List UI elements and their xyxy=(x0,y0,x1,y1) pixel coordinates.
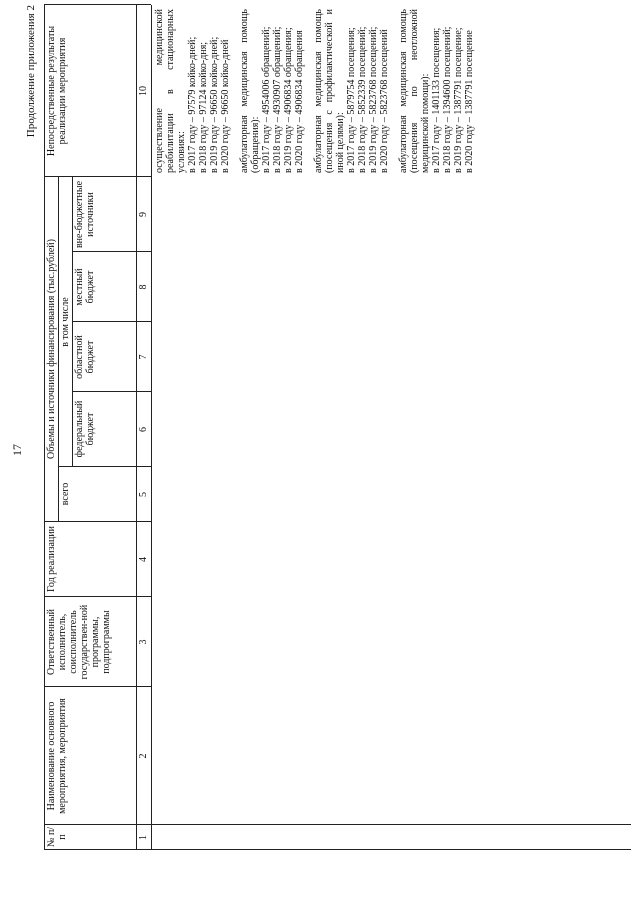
result-line: в 2018 году – 5852339 посещений; xyxy=(357,26,368,173)
result-line: в 2019 году – 1387791 посещение; xyxy=(453,27,464,173)
colnum-9: 9 xyxy=(138,212,149,217)
col-border-0 xyxy=(44,849,151,850)
col-border-4 xyxy=(44,521,151,522)
colnum-6: 6 xyxy=(138,427,149,432)
header-local: местный бюджет xyxy=(74,268,96,306)
col-border-1 xyxy=(44,824,151,825)
header-name: Наименование основного мероприятия, мероприятия xyxy=(46,698,68,814)
colnum-5: 5 xyxy=(138,492,149,497)
table-header-bottom xyxy=(151,5,152,850)
result-line: в 2020 году – 5823768 посещений xyxy=(379,29,390,173)
result-line: в 2018 году – 97124 койко-дня; xyxy=(198,41,209,173)
result-intro: осуществление медицинской реабилитации в стационарных условиях: xyxy=(154,9,187,173)
col-border-10 xyxy=(44,4,151,5)
header-federal: федеральный бюджет xyxy=(74,400,96,458)
colnum-10: 10 xyxy=(138,86,149,96)
colnum-2: 2 xyxy=(138,753,149,759)
result-line: в 2020 году – 4906834 обращения xyxy=(294,30,305,173)
body-border-0 xyxy=(151,849,631,850)
header-responsible: Ответственный исполнитель, соисполнитель государствен-ной программы, подпрограммы xyxy=(46,604,112,680)
result-line: в 2018 году – 4930907 обращений; xyxy=(272,26,283,173)
col-border-3 xyxy=(44,596,151,597)
result-line: в 2017 году – 1401133 посещения; xyxy=(431,27,442,173)
result-block-3 xyxy=(313,9,390,173)
header-year: Год реализации xyxy=(46,525,57,593)
table-colnum-border xyxy=(136,5,137,850)
result-line: в 2019 году – 5823768 посещений; xyxy=(368,26,379,173)
table-top-border xyxy=(44,5,45,850)
col-border-2 xyxy=(44,686,151,687)
result-intro: амбулаторная медицинская помощь (посещения по неотложной медицинской помощи): xyxy=(398,9,431,173)
header-funding: Объемы и источники финансирования (тыс.рублей) xyxy=(46,239,57,459)
header-results: Непосредственные результаты реализации мероприятия xyxy=(46,25,68,157)
result-line: в 2019 году – 96650 койко-дней; xyxy=(209,36,220,173)
results-column xyxy=(154,9,475,173)
body-border-1 xyxy=(151,824,631,825)
funding-sub-border xyxy=(58,177,59,522)
header-total: всего xyxy=(60,482,71,506)
result-line: в 2020 году – 1387791 посещение xyxy=(464,30,475,173)
result-block-2 xyxy=(239,9,305,173)
result-line: в 2017 году – 5879754 посещения; xyxy=(346,27,357,173)
colnum-8: 8 xyxy=(138,284,149,290)
colnum-3: 3 xyxy=(138,639,149,645)
result-line: в 2018 году – 1394600 посещений; xyxy=(442,26,453,173)
result-line: в 2017 году – 97579 койко-дней; xyxy=(187,36,198,173)
including-sub-border xyxy=(72,177,73,467)
header-extrabudget: вне-бюджетные источники xyxy=(74,180,96,249)
result-intro: амбулаторная медицинская помощь (посещения с профилактической и иной целями): xyxy=(313,9,346,173)
result-line: в 2019 году – 4906834 обращения; xyxy=(283,27,294,173)
colnum-7: 7 xyxy=(138,354,149,360)
header-including: в том числе xyxy=(60,297,71,347)
colnum-1: 1 xyxy=(138,835,149,840)
colnum-4: 4 xyxy=(138,557,149,562)
result-intro: амбулаторная медицинская помощь (обращения): xyxy=(239,9,261,173)
result-line: в 2020 году – 96650 койко-дней xyxy=(220,39,231,173)
col-border-9 xyxy=(44,176,151,177)
header-num: № п/п xyxy=(46,826,68,848)
result-block-1 xyxy=(154,9,231,173)
page-number: 17 xyxy=(10,444,24,456)
appendix-label: Продолжение приложения 2 xyxy=(25,5,37,138)
header-regional: областной бюджет xyxy=(74,335,96,379)
result-block-4 xyxy=(398,9,475,173)
result-line: в 2017 году – 4954006 обращений; xyxy=(261,26,272,173)
